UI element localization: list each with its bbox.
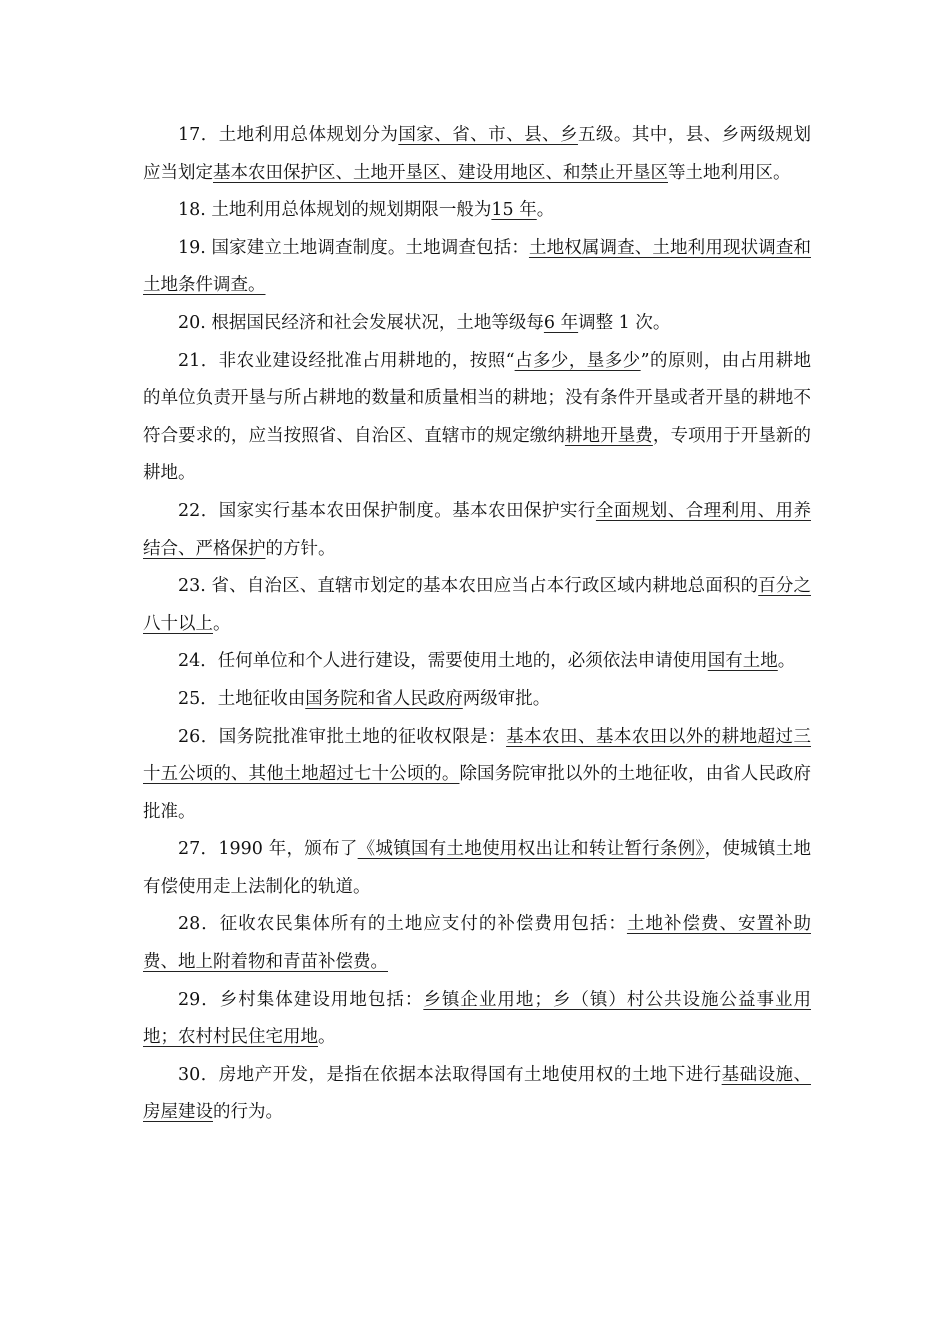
underlined-answer: 国务院和省人民政府 — [305, 688, 463, 709]
text-segment: 25．土地征收由 — [178, 688, 306, 709]
paragraph-29 — [143, 982, 811, 1057]
underlined-answer: 国家、省、市、县、乡 — [398, 125, 578, 145]
text-segment: 两级审批。 — [462, 688, 551, 709]
text-segment: 等土地利用区。 — [668, 162, 791, 183]
paragraph-21 — [143, 343, 811, 493]
text-segment: 22．国家实行基本农田保护制度。基本农田保护实行 — [178, 500, 596, 521]
text-segment: 20. 根据国民经济和社会发展状况，土地等级每 — [178, 312, 544, 333]
underlined-answer: 土地权属调查、土地利用现状调查和土地条件调查。 — [143, 237, 811, 296]
text-segment: 五级。其中，县、乡两级规划应当划定 — [143, 125, 812, 183]
underlined-answer: 占多少，垦多少 — [514, 350, 641, 371]
paragraph-26 — [143, 719, 811, 832]
text-segment: 。 — [536, 200, 555, 221]
text-segment: 30．房地产开发，是指在依据本法取得国有土地使用权的土地下进行 — [178, 1064, 722, 1085]
text-segment: 19. 国家建立土地调查制度。土地调查包括： — [178, 237, 529, 258]
text-segment: 除国务院审批以外的土地征收，由省人民政府批准。 — [143, 764, 812, 822]
text-segment: 的行为。 — [213, 1102, 283, 1123]
text-segment: 24．任何单位和个人进行建设，需要使用土地的，必须依法申请使用 — [178, 651, 708, 672]
paragraph-20 — [143, 305, 811, 343]
underlined-answer: 6 年 — [543, 312, 579, 333]
underlined-answer: 土地补偿费、安置补助费、地上附着物和青苗补偿费。 — [143, 914, 811, 973]
text-segment: 的方针。 — [265, 538, 336, 559]
underlined-answer: 基本农田、基本农田以外的耕地超过三十五公顷的、其他土地超过七十公顷的。 — [143, 726, 811, 785]
text-segment: 23. 省、自治区、直辖市划定的基本农田应当占本行政区域内耕地总面积的 — [178, 576, 759, 597]
text-segment: 调整 1 次。 — [578, 312, 671, 333]
text-segment: ，专项用于开垦新的耕地。 — [143, 425, 812, 484]
paragraph-17 — [143, 117, 811, 192]
paragraph-28 — [143, 906, 811, 981]
paragraph-30 — [143, 1057, 811, 1132]
underlined-answer: 基础设施、房屋建设 — [143, 1064, 811, 1123]
paragraph-27 — [143, 831, 811, 906]
text-segment: 21．非农业建设经批准占用耕地的，按照“ — [178, 350, 515, 371]
text-segment: 17．土地利用总体规划分为 — [178, 125, 399, 145]
text-segment: ”的原则，由占用耕地的单位负责开垦与所占耕地的数量和质量相当的耕地；没有条件开垦或者开垦的耕地不符合要求的，应当按照省、自治区、直辖市的规定缴纳 — [143, 350, 812, 446]
paragraph-23 — [143, 568, 811, 643]
text-segment: 18. 土地利用总体规划的规划期限一般为 — [178, 200, 492, 221]
underlined-answer: 耕地开垦费 — [564, 425, 653, 446]
underlined-answer: 全面规划、合理利用、用养结合、严格保护 — [143, 500, 811, 559]
text-segment: 。 — [318, 1027, 336, 1048]
underlined-answer: 15 年 — [491, 200, 537, 221]
document-page — [143, 117, 811, 1132]
paragraph-24 — [143, 643, 811, 681]
underlined-answer: 基本农田保护区、土地开垦区、建设用地区、和禁止开垦区 — [213, 162, 668, 183]
text-segment: 28．征收农民集体所有的土地应支付的补偿费用包括： — [178, 914, 627, 935]
paragraph-25 — [143, 681, 811, 719]
text-segment: 29．乡村集体建设用地包括： — [178, 989, 424, 1010]
text-segment: 27．1990 年，颁布了 — [178, 839, 358, 860]
text-segment: 26．国务院批准审批土地的征收权限是： — [178, 726, 507, 747]
underlined-answer: 国有土地 — [707, 651, 778, 672]
paragraph-22 — [143, 493, 811, 568]
text-segment: ，使城镇土地有偿使用走上法制化的轨道。 — [143, 839, 811, 897]
text-segment: 。 — [777, 651, 796, 672]
paragraph-18 — [143, 192, 811, 230]
underlined-answer: 《城镇国有土地使用权出让和转让暂行条例》 — [357, 839, 705, 860]
underlined-answer: 百分之八十以上 — [143, 576, 811, 634]
paragraph-19 — [143, 230, 811, 305]
underlined-answer: 乡镇企业用地；乡（镇）村公共设施公益事业用地；农村村民住宅用地 — [143, 989, 811, 1048]
text-segment: 。 — [213, 613, 231, 634]
